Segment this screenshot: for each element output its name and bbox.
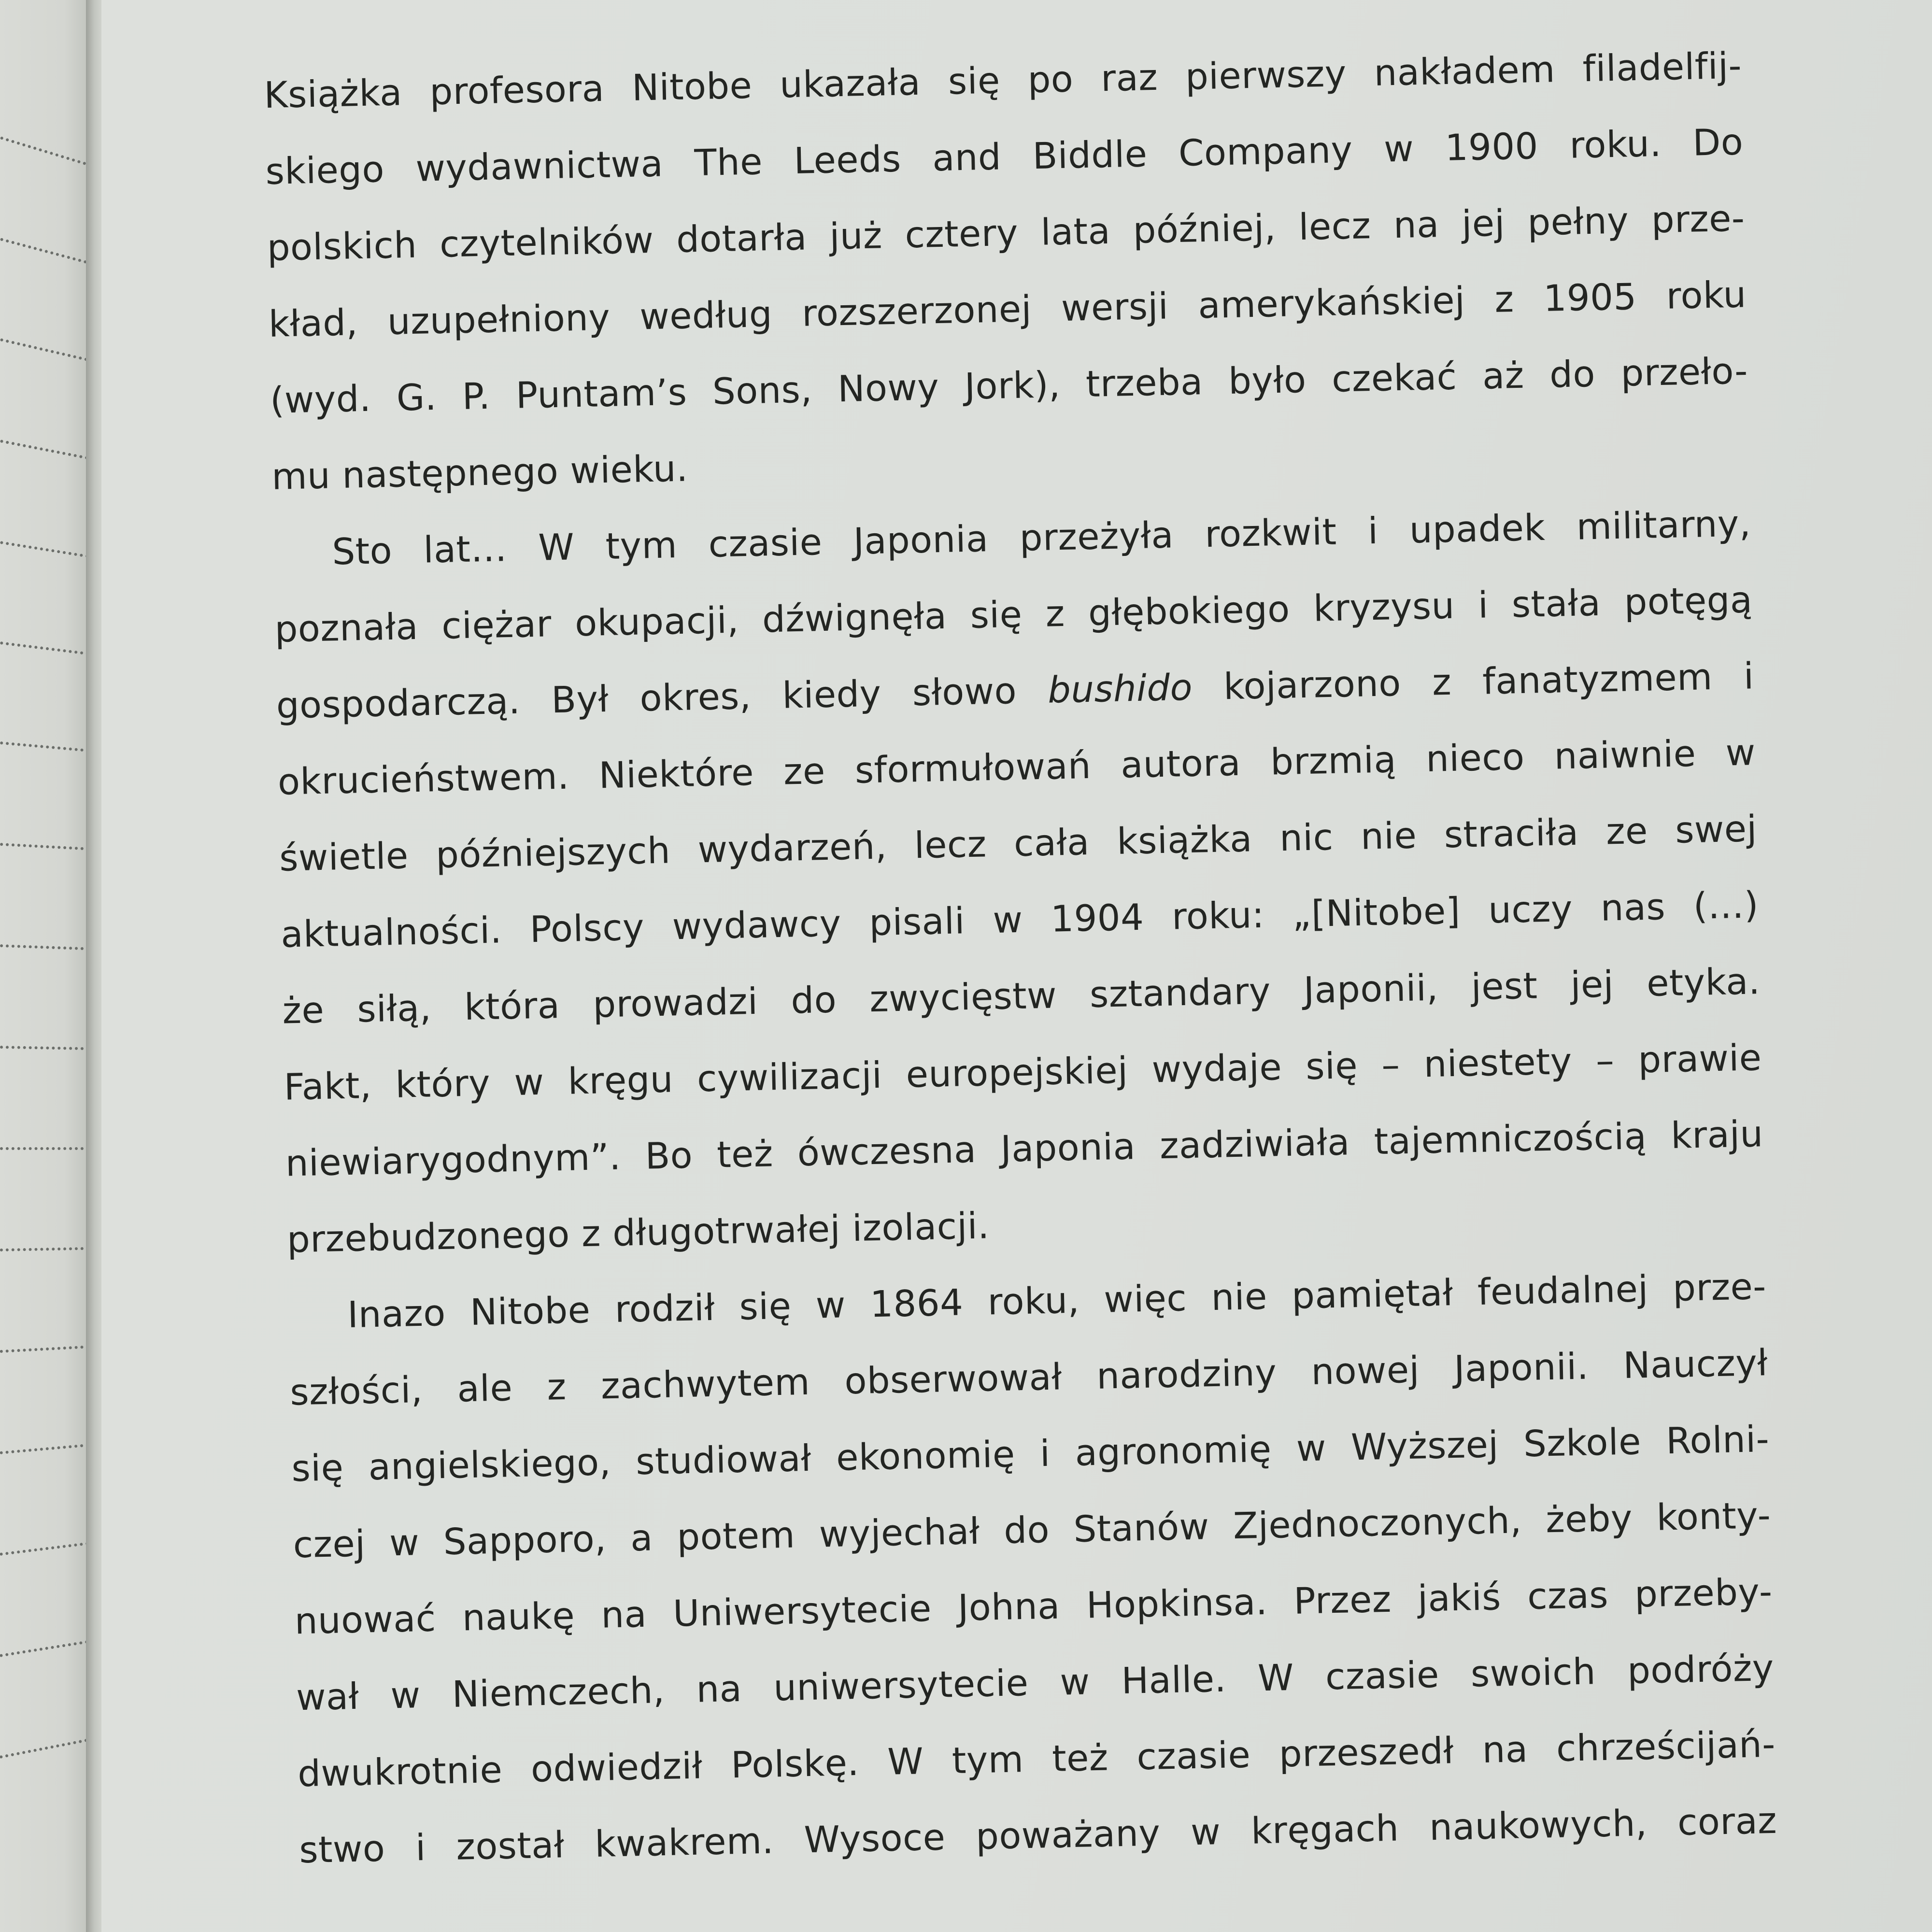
dotted-leader — [0, 944, 89, 953]
text-line: kład, uzupełniony według rozszerzonej wersji amerykańskiej z 1905 roku — [268, 273, 1747, 345]
text-line: stwo i został kwakrem. Wysoce poważany w kręgach naukowych, coraz — [298, 1799, 1777, 1872]
dotted-leader — [0, 843, 89, 853]
text-line: aktualności. Polscy wydawcy pisali w 1904 roku: „[Nitobe] uczy nas (…) — [280, 883, 1759, 956]
dotted-leader — [0, 136, 86, 168]
dotted-leader — [0, 1247, 89, 1254]
dotted-leader — [0, 338, 88, 364]
text-line: (wyd. G. P. Puntam’s Sons, Nowy Jork), trzeba było czekać aż do przeło- — [270, 349, 1748, 422]
dotted-leader — [0, 1345, 89, 1356]
text-line: czej w Sapporo, a potem wyjechał do Stanów Zjednoczonych, żeby konty- — [292, 1493, 1772, 1566]
text-line: się angielskiego, studiował ekonomię i agronomię w Wyższej Szkole Rolni- — [291, 1418, 1770, 1490]
text-line: Inazo Nitobe rodził się w 1864 roku, więc nie pamiętał feudalnej prze- — [347, 1265, 1767, 1336]
text-line: mu następnego wieku. — [271, 447, 689, 498]
text-line: świetle późniejszych wydarzeń, lecz cała książka nic nie straciła ze swej — [279, 807, 1758, 880]
dotted-leader — [0, 1046, 89, 1053]
dotted-leader — [0, 1542, 89, 1558]
text-run: kojarzono z fanatyzmem i — [1192, 654, 1755, 709]
dotted-leader — [0, 641, 89, 658]
dotted-leader — [0, 741, 89, 755]
text-line: wał w Niemczech, na uniwersytecie w Halle. W czasie swoich podróży — [296, 1646, 1775, 1719]
page-body-text — [263, 28, 1777, 1889]
dotted-leader — [0, 440, 88, 462]
text-line: poznała ciężar okupacji, dźwignęła się z głębokiego kryzysu i stała potęgą — [274, 578, 1753, 651]
book-page — [101, 0, 1932, 1932]
dotted-leader — [0, 1444, 89, 1457]
dotted-leader — [0, 541, 89, 561]
text-line: że siłą, która prowadzi do zwycięstw sztandary Japonii, jest jej etyka. — [282, 960, 1761, 1032]
text-line: nuować naukę na Uniwersytecie Johna Hopkinsa. Przez jakiś czas przeby- — [294, 1570, 1773, 1643]
text-line: Książka profesora Nitobe ukazała się po raz pierwszy nakładem filadelfij- — [263, 44, 1742, 116]
text-line: skiego wydawnictwa The Leeds and Biddle Company w 1900 roku. Do — [265, 120, 1744, 193]
text-line: Fakt, który w kręgu cywilizacji europejskiej wydaje się – niestety – prawie — [283, 1036, 1762, 1108]
text-line: niewiarygodnym”. Bo też ówczesna Japonia zadziwiała tajemniczością kraju — [285, 1112, 1764, 1185]
text-line: polskich czytelników dotarła już cztery lata później, lecz na jej pełny prze- — [267, 197, 1746, 269]
text-run: gospodarczą. Był okres, kiedy słowo — [276, 668, 1049, 727]
text-line: dwukrotnie odwiedził Polskę. W tym też czasie przeszedł na chrześcijań- — [297, 1722, 1776, 1795]
text-line: szłości, ale z zachwytem obserwował narodziny nowej Japonii. Nauczył — [289, 1341, 1768, 1414]
dotted-leader — [0, 1147, 89, 1153]
text-line: okrucieństwem. Niektóre ze sformułowań autora brzmią nieco naiwnie w — [277, 731, 1756, 803]
dotted-leader — [0, 1739, 88, 1762]
dotted-leader — [0, 1640, 89, 1660]
text-line: Sto lat… W tym czasie Japonia przeżyła rozkwit i upadek militarny, — [331, 502, 1751, 573]
italic-term: bushido — [1047, 666, 1193, 711]
dotted-leader — [0, 238, 87, 266]
previous-page-edge — [0, 0, 92, 1932]
text-line: przebudzonego z długotrwałej izolacji. — [286, 1204, 990, 1261]
